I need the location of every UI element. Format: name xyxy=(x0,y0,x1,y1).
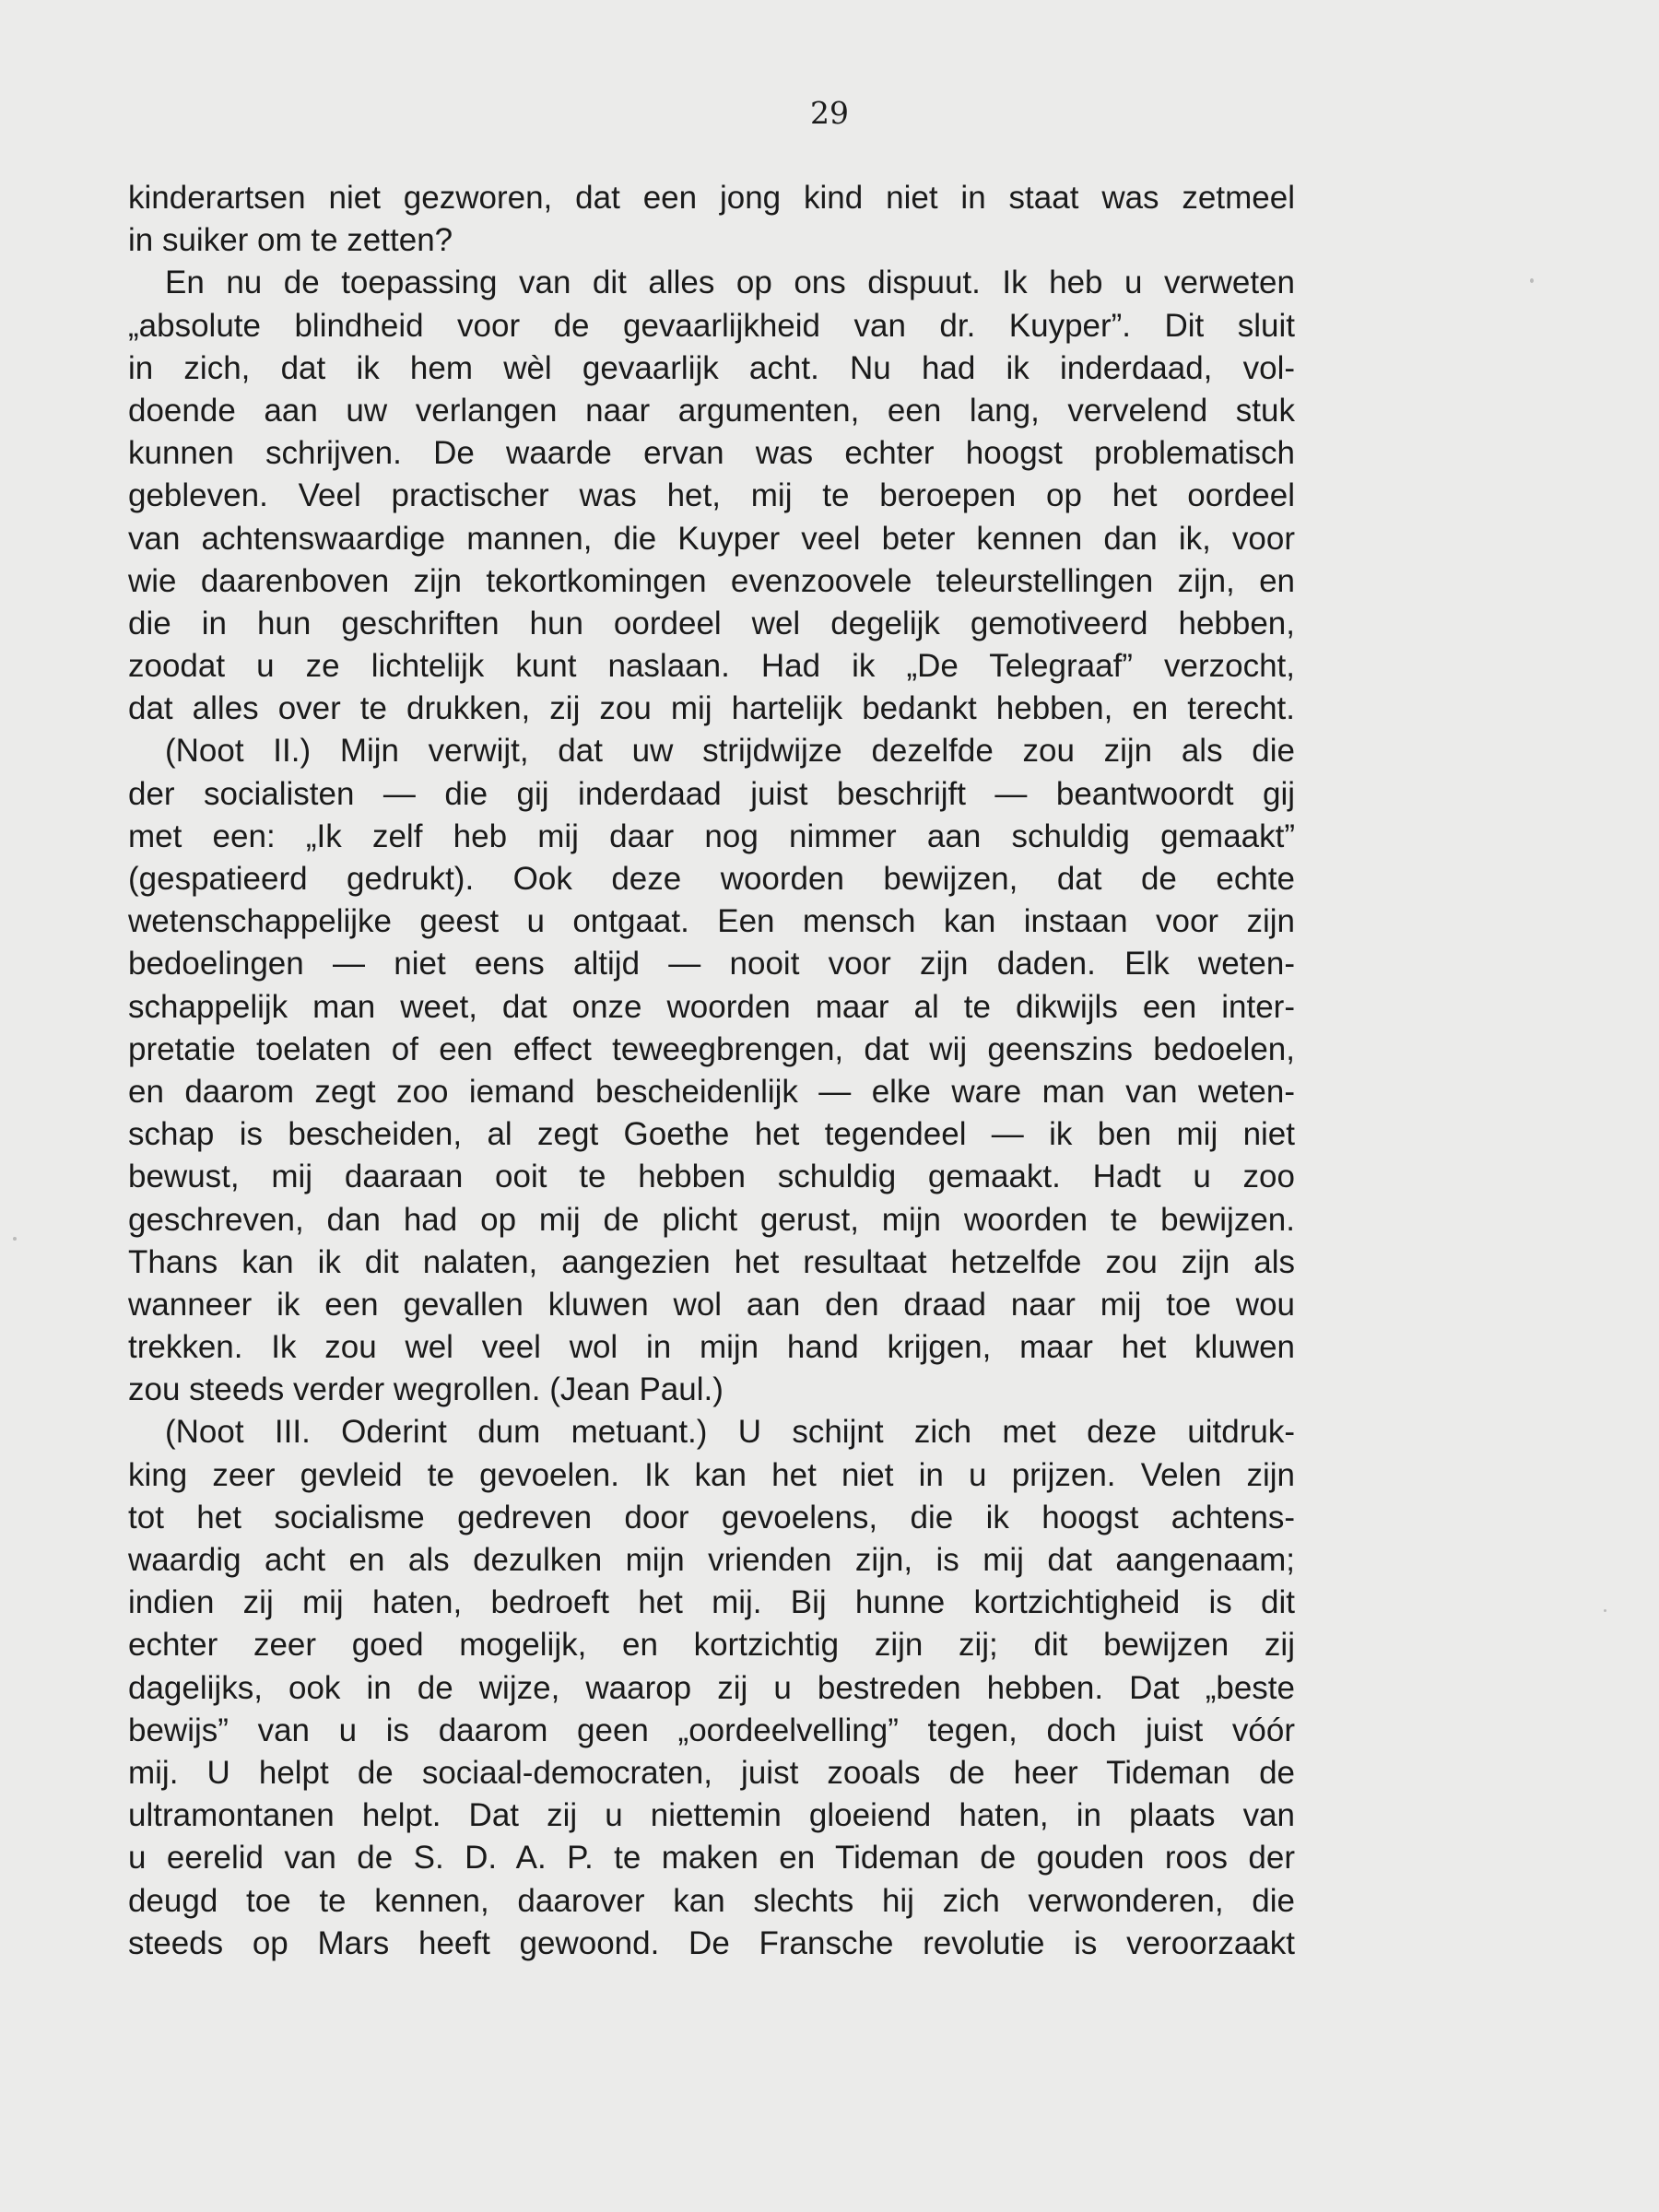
text-line-content: king zeer gevleid te gevoelen. Ik kan het niet in u prijzen. Velen zijn xyxy=(128,1456,1295,1493)
text-line-content: (Noot II.) Mijn verwijt, dat uw strijdwijze dezelfde zou zijn als die xyxy=(165,733,1295,770)
text-line xyxy=(128,1326,1295,1369)
paper-speck xyxy=(13,1237,17,1241)
text-line xyxy=(128,816,1295,858)
text-line xyxy=(128,1071,1295,1113)
text-line xyxy=(128,1369,1295,1411)
text-line-content: kunnen schrijven. De waarde ervan was echter hoogst problematisch xyxy=(128,435,1295,472)
page-number: 29 xyxy=(810,95,849,131)
text-line xyxy=(128,262,1295,304)
text-line-content: die in hun geschriften hun oordeel wel degelijk gemotiveerd hebben, xyxy=(128,605,1295,641)
text-line xyxy=(128,1199,1295,1241)
text-line-content: (gespatieerd gedrukt). Ook deze woorden bewijzen, dat de echte xyxy=(128,861,1295,897)
text-line-content: der socialisten — die gij inderdaad juist beschrijft — beantwoordt gij xyxy=(128,775,1295,812)
text-line xyxy=(128,219,1295,262)
text-line-content: schap is bescheiden, al zegt Goethe het tegendeel — ik ben mij niet xyxy=(128,1116,1295,1153)
text-line xyxy=(128,1497,1295,1539)
text-line-content: pretatie toelaten of een effect teweegbrengen, dat wij geenszins bedoelen, xyxy=(128,1030,1295,1067)
text-line xyxy=(128,1923,1295,1965)
text-line xyxy=(128,1752,1295,1794)
text-line xyxy=(128,1411,1295,1453)
text-line xyxy=(128,560,1295,603)
text-line-content: geschreven, dan had op mij de plicht gerust, mijn woorden te bewijzen. xyxy=(128,1201,1295,1238)
text-line-content: deugd toe te kennen, daarover kan slechts hij zich verwonderen, die xyxy=(128,1882,1295,1919)
text-line xyxy=(128,305,1295,347)
text-line xyxy=(128,1582,1295,1624)
text-line-content: bewijs” van u is daarom geen „oordeelvelling” tegen, doch juist vóór xyxy=(128,1712,1295,1748)
text-line xyxy=(128,900,1295,943)
text-line-content: echter zeer goed mogelijk, en kortzichtig zijn zij; dit bewijzen zij xyxy=(128,1627,1295,1664)
text-line xyxy=(128,1539,1295,1582)
text-line xyxy=(128,603,1295,645)
text-line-content: waardig acht en als dezulken mijn vrienden zijn, is mij dat aangenaam; xyxy=(128,1542,1295,1578)
text-line xyxy=(128,1029,1295,1071)
text-line xyxy=(128,773,1295,816)
text-line xyxy=(128,1710,1295,1752)
text-line-content: schappelijk man weet, dat onze woorden maar al te dikwijls een inter- xyxy=(128,988,1295,1025)
text-line-content: dat alles over te drukken, zij zou mij hartelijk bedankt hebben, en terecht. xyxy=(128,690,1295,727)
text-line-content: wetenschappelijke geest u ontgaat. Een mensch kan instaan voor zijn xyxy=(128,903,1295,940)
text-line xyxy=(128,943,1295,985)
text-line xyxy=(128,1113,1295,1156)
text-line-content: ultramontanen helpt. Dat zij u niettemin gloeiend haten, in plaats van xyxy=(128,1797,1295,1834)
text-line xyxy=(128,177,1295,219)
text-line-content: bedoelingen — niet eens altijd — nooit voor zijn daden. Elk weten- xyxy=(128,946,1295,982)
text-line xyxy=(128,986,1295,1029)
text-line xyxy=(128,432,1295,475)
body-text xyxy=(128,177,1295,1965)
text-line xyxy=(128,475,1295,517)
text-line xyxy=(128,1837,1295,1879)
text-line xyxy=(128,688,1295,730)
text-line-content: (Noot III. Oderint dum metuant.) U schijnt zich met deze uitdruk- xyxy=(165,1414,1295,1451)
text-line xyxy=(128,1624,1295,1666)
text-line xyxy=(128,645,1295,688)
text-line-content: met een: „Ik zelf heb mij daar nog nimmer aan schuldig gemaakt” xyxy=(128,818,1295,854)
text-line xyxy=(128,1880,1295,1923)
text-line-content: en daarom zegt zoo iemand bescheidenlijk — elke ware man van weten- xyxy=(128,1073,1295,1110)
text-line-content: mij. U helpt de sociaal-democraten, juist zooals de heer Tideman de xyxy=(128,1754,1295,1791)
text-line-content: gebleven. Veel practischer was het, mij te beroepen op het oordeel xyxy=(128,477,1295,514)
text-line-content: bewust, mij daaraan ooit te hebben schuldig gemaakt. Hadt u zoo xyxy=(128,1159,1295,1195)
text-line xyxy=(128,858,1295,900)
text-line xyxy=(128,1156,1295,1198)
text-line-content: in suiker om te zetten? xyxy=(128,222,453,259)
text-line-content: „absolute blindheid voor de gevaarlijkheid van dr. Kuyper”. Dit sluit xyxy=(128,307,1295,344)
text-line-content: indien zij mij haten, bedroeft het mij. Bij hunne kortzichtigheid is dit xyxy=(128,1584,1295,1621)
text-line-content: wie daarenboven zijn tekortkomingen evenzoovele teleurstellingen zijn, en xyxy=(128,562,1295,599)
text-line xyxy=(128,347,1295,390)
text-line xyxy=(128,1794,1295,1837)
text-line xyxy=(128,1284,1295,1326)
text-line-content: kinderartsen niet gezworen, dat een jong kind niet in staat was zetmeel xyxy=(128,180,1295,216)
text-line-content: doende aan uw verlangen naar argumenten, een lang, vervelend stuk xyxy=(128,392,1295,429)
text-line-content: wanneer ik een gevallen kluwen wol aan den draad naar mij toe wou xyxy=(128,1286,1295,1323)
text-line xyxy=(128,390,1295,432)
text-line-content: trekken. Ik zou wel veel wol in mijn hand krijgen, maar het kluwen xyxy=(128,1329,1295,1366)
text-line-content: tot het socialisme gedreven door gevoelens, die ik hoogst achtens- xyxy=(128,1499,1295,1535)
text-line-content: van achtenswaardige mannen, die Kuyper veel beter kennen dan ik, voor xyxy=(128,520,1295,557)
text-line-content: zou steeds verder wegrollen. (Jean Paul.) xyxy=(128,1371,724,1408)
paper-speck xyxy=(1530,278,1534,283)
text-line-content: steeds op Mars heeft gewoond. De Fransche revolutie is veroorzaakt xyxy=(128,1924,1295,1961)
text-line xyxy=(128,1241,1295,1284)
text-line xyxy=(128,1667,1295,1710)
text-line xyxy=(128,1454,1295,1497)
text-line xyxy=(128,518,1295,560)
text-line-content: zoodat u ze lichtelijk kunt naslaan. Had ik „De Telegraaf” verzocht, xyxy=(128,648,1295,685)
text-line-content: Thans kan ik dit nalaten, aangezien het resultaat hetzelfde zou zijn als xyxy=(128,1243,1295,1280)
paper-speck xyxy=(1604,1609,1606,1612)
text-line-content: En nu de toepassing van dit alles op ons dispuut. Ik heb u verweten xyxy=(165,265,1295,301)
text-line xyxy=(128,730,1295,772)
text-line-content: u eerelid van de S. D. A. P. te maken en Tideman de gouden roos der xyxy=(128,1840,1295,1877)
text-line-content: in zich, dat ik hem wèl gevaarlijk acht. Nu had ik inderdaad, vol- xyxy=(128,349,1295,386)
text-line-content: dagelijks, ook in de wijze, waarop zij u bestreden hebben. Dat „beste xyxy=(128,1669,1295,1706)
